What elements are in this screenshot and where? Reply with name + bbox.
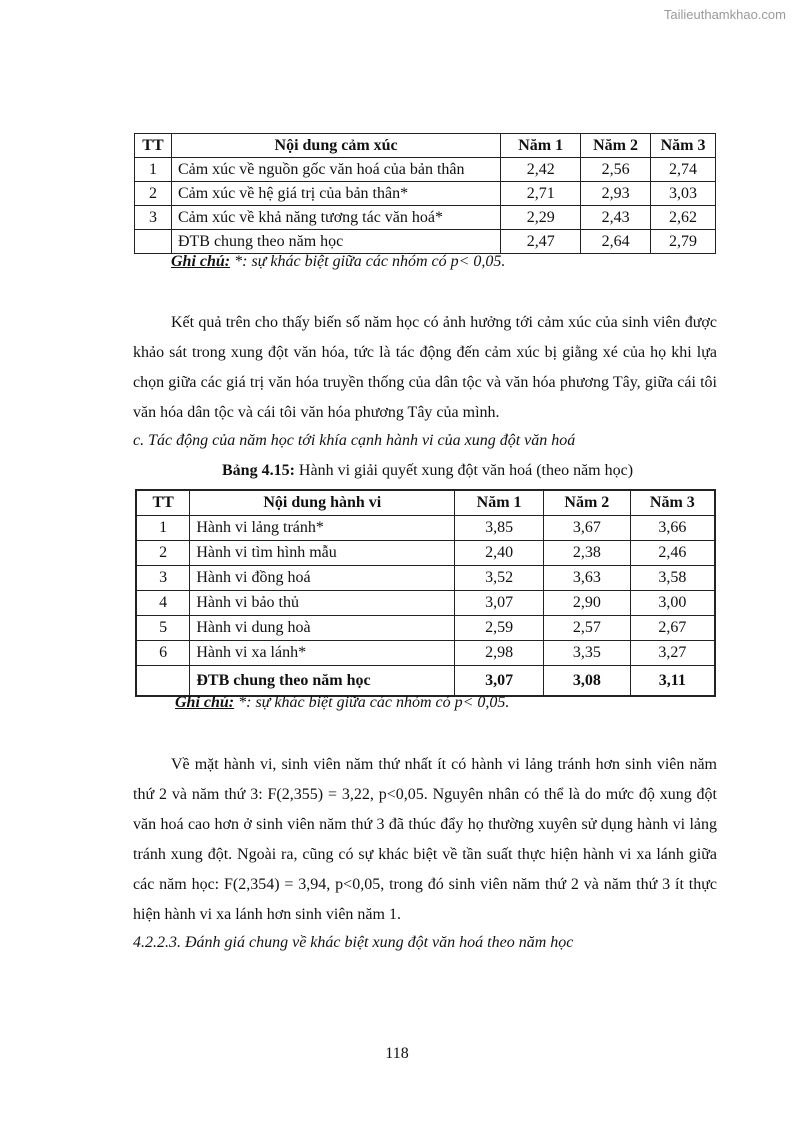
note-text: *: sự khác biệt giữa các nhóm có p< 0,05. [234, 694, 510, 711]
cell: Cảm xúc về khả năng tương tác văn hoá* [171, 206, 500, 230]
cell: 2,42 [501, 158, 581, 182]
cell: 3,63 [543, 566, 630, 591]
table-row [136, 541, 715, 566]
header-cell: Năm 2 [543, 490, 630, 516]
cell: 3,66 [630, 516, 715, 541]
cell: 3,52 [455, 566, 544, 591]
note-label: Ghi chú: [175, 694, 235, 711]
cell: 2,56 [581, 158, 651, 182]
table-row [136, 516, 715, 541]
cell: 2,29 [501, 206, 581, 230]
cell: 2,47 [501, 230, 581, 254]
table2-note [175, 694, 509, 712]
cell: 2,57 [543, 616, 630, 641]
cell: 3,85 [455, 516, 544, 541]
table-total-row [136, 666, 715, 697]
cell: 3,08 [543, 666, 630, 697]
note-label: Ghi chú: [171, 253, 231, 270]
cell: 2,64 [581, 230, 651, 254]
header-cell: TT [136, 490, 190, 516]
cell: 5 [136, 616, 190, 641]
cell: 2,43 [581, 206, 651, 230]
cell: 1 [135, 158, 172, 182]
cell: 2 [136, 541, 190, 566]
cell: 3,11 [630, 666, 715, 697]
paragraph-emotion: Kết quả trên cho thấy biến số năm học có ảnh hưởng tới cảm xúc của sinh viên được khảo sát trong xung đột văn hóa, tức là tác động đến cảm xúc bị giằng xé của họ khi lựa chọn giữa các giá trị văn hóa truyền thống của dân tộc và văn hóa phương Tây, giữa cái tôi văn hóa dân tộc và cái tôi văn hóa phương Tây của mình. [133, 314, 717, 421]
table2-caption [222, 462, 633, 480]
cell: 3,07 [455, 591, 544, 616]
cell: 3,35 [543, 641, 630, 666]
header-cell: Nội dung hành vi [190, 490, 455, 516]
caption-text: Hành vi giải quyết xung đột văn hoá (theo năm học) [294, 462, 634, 479]
cell: 3 [136, 566, 190, 591]
cell: 2,71 [501, 182, 581, 206]
cell: 2,74 [651, 158, 716, 182]
cell: Cảm xúc về hệ giá trị của bản thân* [171, 182, 500, 206]
cell: 4 [136, 591, 190, 616]
cell: 2,67 [630, 616, 715, 641]
cell: 2,79 [651, 230, 716, 254]
note-text: *: sự khác biệt giữa các nhóm có p< 0,05. [230, 253, 506, 270]
emotion-table [134, 133, 716, 254]
cell: 2,40 [455, 541, 544, 566]
paragraph-behavior: Về mặt hành vi, sinh viên năm thứ nhất ít có hành vi lảng tránh hơn sinh viên năm thứ 2 và năm thứ 3: F(2,355) = 3,22, p<0,05. Nguyên nhân có thể là do mức độ xung đột văn hoá cao hơn ở sinh viên năm thứ 3 đã thúc đẩy họ thường xuyên sử dụng hành vi lảng tránh xung đột. Ngoài ra, cũng có sự khác biệt về tần suất thực hiện hành vi xa lánh giữa các năm học: F(2,354) = 3,94, p<0,05, trong đó sinh viên năm thứ 2 và năm thứ 3 ít thực hiện hành vi xa lánh hơn sinh viên năm 1. [133, 756, 717, 923]
heading-behavior-impact: c. Tác động của năm học tới khía cạnh hành vi của xung đột văn hoá [133, 432, 576, 449]
cell: 3 [135, 206, 172, 230]
heading-section: 4.2.2.3. Đánh giá chung về khác biệt xung đột văn hoá theo năm học [133, 934, 574, 951]
header-cell: Nội dung cảm xúc [171, 134, 500, 158]
cell: 3,27 [630, 641, 715, 666]
cell: 3,03 [651, 182, 716, 206]
cell: 2,93 [581, 182, 651, 206]
cell: 2,46 [630, 541, 715, 566]
table-row [136, 641, 715, 666]
table-row [136, 591, 715, 616]
table-header-row [135, 134, 716, 158]
header-cell: Năm 3 [630, 490, 715, 516]
cell: 2,98 [455, 641, 544, 666]
cell: ĐTB chung theo năm học [190, 666, 455, 697]
cell: Hành vi xa lánh* [190, 641, 455, 666]
cell [136, 666, 190, 697]
table-row [135, 182, 716, 206]
header-cell: Năm 3 [651, 134, 716, 158]
cell: 2,90 [543, 591, 630, 616]
cell: 2,59 [455, 616, 544, 641]
header-cell: Năm 1 [501, 134, 581, 158]
header-cell: Năm 1 [455, 490, 544, 516]
cell: 3,07 [455, 666, 544, 697]
cell: 6 [136, 641, 190, 666]
table-row [135, 206, 716, 230]
behavior-table [135, 489, 716, 697]
cell: Hành vi lảng tránh* [190, 516, 455, 541]
header-cell: TT [135, 134, 172, 158]
table-row [135, 230, 716, 254]
table1-note [171, 253, 505, 271]
header-cell: Năm 2 [581, 134, 651, 158]
table-row [136, 616, 715, 641]
page-number: 118 [385, 1045, 409, 1062]
cell: 3,67 [543, 516, 630, 541]
cell: Hành vi dung hoà [190, 616, 455, 641]
cell: Cảm xúc về nguồn gốc văn hoá của bản thân [171, 158, 500, 182]
cell: 3,58 [630, 566, 715, 591]
caption-label: Bảng 4.15: [222, 462, 295, 479]
cell: 2,62 [651, 206, 716, 230]
cell: 2,38 [543, 541, 630, 566]
cell: Hành vi tìm hình mẫu [190, 541, 455, 566]
cell: 3,00 [630, 591, 715, 616]
table-row [136, 566, 715, 591]
cell: ĐTB chung theo năm học [171, 230, 500, 254]
cell: 1 [136, 516, 190, 541]
watermark: Tailieuthamkhao.com [663, 7, 786, 22]
table-header-row [136, 490, 715, 516]
table-row [135, 158, 716, 182]
cell [135, 230, 172, 254]
cell: Hành vi đồng hoá [190, 566, 455, 591]
cell: Hành vi bảo thủ [190, 591, 455, 616]
cell: 2 [135, 182, 172, 206]
